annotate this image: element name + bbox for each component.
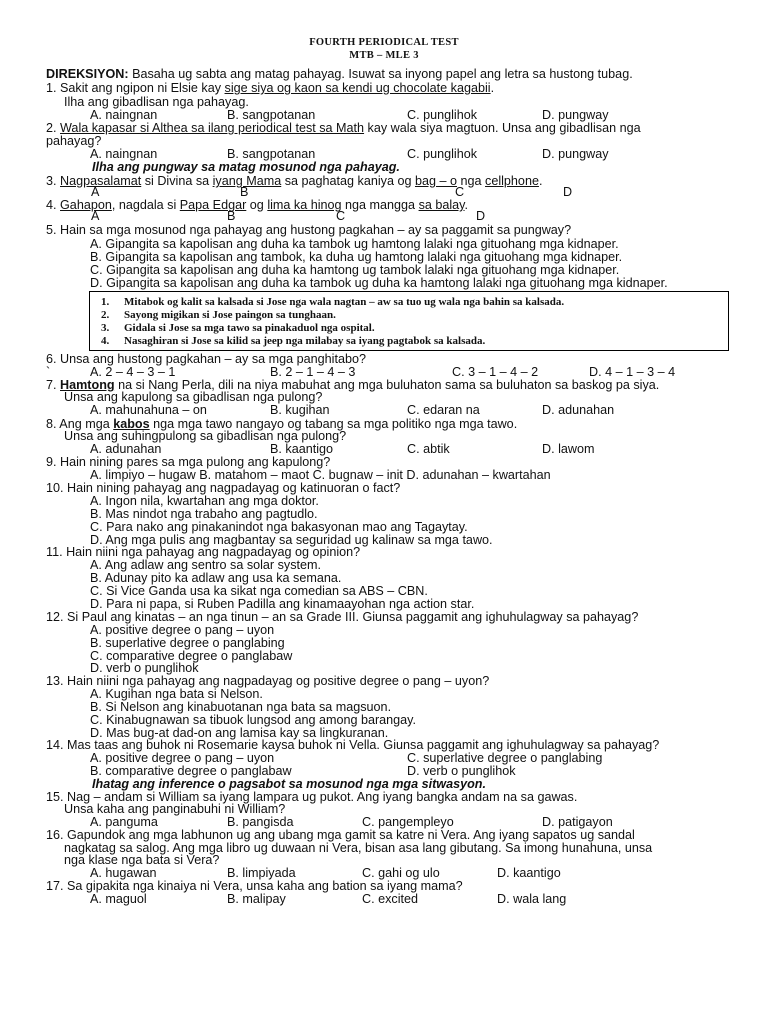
event-1: Mitabok og kalit sa kalsada si Jose nga wala nagtan – aw sa tuo ug wala nga bahin sa kalsada. (124, 296, 565, 308)
q8-target-word: kabos (113, 417, 150, 431)
q13-choice-c: C. Kinabugnawan sa tibuok lungsod ang among barangay. (90, 713, 417, 727)
q3-letter-c: C (455, 185, 465, 199)
q6-choice-b: B. 2 – 1 – 4 – 3 (270, 365, 356, 379)
directions-text: Basaha ug sabta ang matag pahayag. Isuwat sa inyong papel ang letra sa hustong tubag. (128, 67, 633, 81)
q13-choice-b: B. Si Nelson ang kinabuotanan nga bata sa magsuon. (90, 700, 392, 714)
q17-choice-d: D. wala lang (497, 892, 567, 906)
q6-stray-mark: ` (46, 365, 51, 379)
q14-choice-b: B. comparative degree o panglabaw (90, 764, 292, 778)
q9-choices: A. limpiyo – hugaw B. matahom – maot C. bugnaw – init D. adunahan – kwartahan (90, 468, 551, 482)
directions-label: DIREKSIYON: (46, 67, 129, 81)
question-2 (46, 122, 641, 135)
question-9: 9. Hain nining pares sa mga pulong ang kapulong? (46, 455, 331, 469)
q7-choice-b: B. kugihan (270, 403, 330, 417)
q8-choice-b: B. kaantigo (270, 442, 334, 456)
q15-prompt: Unsa kaha ang panginabuhi ni William? (64, 802, 286, 816)
q16-choice-a: A. hugawan (90, 866, 157, 880)
q2-choice-c: C. punglihok (407, 147, 478, 161)
q10-choice-d: D. Ang mga pulis ang magbantay sa seguridad ug kalinaw sa mga tawo. (90, 533, 493, 547)
q2-line2: pahayag? (46, 134, 102, 148)
q8-text: 8. Ang mga (46, 417, 114, 431)
q6-choice-c: C. 3 – 1 – 4 – 2 (452, 365, 539, 379)
section-heading-inference: Ihatag ang inference o pagsabot sa mosunod nga mga sitwasyon. (92, 777, 486, 791)
q15-choice-c: C. pangempleyo (362, 815, 454, 829)
q3-text-1: si Divina sa (141, 174, 213, 188)
question-14: 14. Mas taas ang buhok ni Rosemarie kaysa buhok ni Vella. Giunsa paggamit ang ighuhulagway sa pahayag? (46, 738, 660, 752)
event-4: Nasaghiran si Jose sa kilid sa jeep nga milabay sa iyang pagtabok sa kalsada. (124, 335, 486, 347)
q4-text-1: , nagdala si (111, 198, 180, 212)
question-15: 15. Nag – andam si William sa iyang lampara ug pukot. Ang iyang bangka andam na sa gawas. (46, 790, 578, 804)
event-3-number: 3. (101, 322, 110, 334)
test-subtitle: MTB – MLE 3 (349, 50, 419, 61)
question-11: 11. Hain niini nga pahayag ang nagpadayag og opinion? (46, 545, 361, 559)
q1-post: . (490, 81, 495, 95)
q3-letter-b: B (240, 185, 249, 199)
q8-choice-a: A. adunahan (90, 442, 162, 456)
q1-prompt: Ilha ang gibadlisan nga pahayag. (64, 95, 249, 109)
q16-line3: nga klase nga bata si Vera? (64, 853, 220, 867)
q3-option-b-text: iyang Mama (212, 174, 282, 188)
q2-choice-a: A. naingnan (90, 147, 158, 161)
q17-choice-c: C. excited (362, 892, 418, 906)
q1-underlined: sige siya og kaon sa kendi ug chocolate kagabii (224, 81, 491, 95)
q11-choice-c: C. Si Vice Ganda usa ka sikat nga comedian sa ABS – CBN. (90, 584, 428, 598)
question-10: 10. Hain nining pahayag ang nagpadayag og katinuoran o fact? (46, 481, 401, 495)
q15-choice-a: A. panguma (90, 815, 158, 829)
q8-choice-d: D. lawom (542, 442, 595, 456)
q3-num: 3. (46, 174, 61, 188)
q1-choice-d: D. pungway (542, 108, 609, 122)
q5-choice-b: B. Gipangita sa kapolisan ang tambok, ka duha ug hamtong lalaki nga gituohang mga kidnaper. (90, 250, 623, 264)
q7-choice-c: C. edaran na (407, 403, 480, 417)
q5-choice-d: D. Gipangita sa kapolisan ang duha ka tambok ug duha ka hamtong lalaki nga gituohang mga kidnaper. (90, 276, 668, 290)
q1-choice-a: A. naingnan (90, 108, 158, 122)
q4-option-c-text: lima ka hinog (267, 198, 342, 212)
q11-choice-d: D. Para ni papa, si Ruben Padilla ang kinamaayohan nga action star. (90, 597, 475, 611)
q4-text-3: nga mangga (341, 198, 419, 212)
q4-text-4: . (464, 198, 469, 212)
q14-choice-c: C. superlative degree o panglabing (407, 751, 603, 765)
q13-choice-a: A. Kugihan nga bata si Nelson. (90, 687, 263, 701)
q3-letter-d: D (563, 185, 573, 199)
q13-choice-d: D. Mas bug-at dad-on ang lamisa kay sa lingkuranan. (90, 726, 389, 740)
q4-letter-d: D (476, 209, 486, 223)
q7-target-word: Hamtong (60, 378, 115, 392)
event-2-number: 2. (101, 309, 110, 321)
q7-choice-d: D. adunahan (542, 403, 615, 417)
q15-choice-d: D. patigayon (542, 815, 613, 829)
q10-choice-b: B. Mas nindot nga trabaho ang pagtudlo. (90, 507, 318, 521)
q3-text-4: . (538, 174, 543, 188)
q15-choice-b: B. pangisda (227, 815, 294, 829)
directions (46, 68, 633, 81)
question-12: 12. Si Paul ang kinatas – an nga tinun – an sa Grade III. Giunsa paggamit ang ighuhulagway sa pahayag? (46, 610, 639, 624)
q2-underlined: Wala kapasar si Althea sa ilang periodical test sa Math (60, 121, 365, 135)
q12-choice-b: B. superlative degree o panglabing (90, 636, 285, 650)
q4-letter-b: B (227, 209, 236, 223)
q1-choice-c: C. punglihok (407, 108, 478, 122)
q7-text: na si Nang Perla, dili na niya mabuhat ang mga buluhaton sama sa buluhaton sa baskog pa siya. (114, 378, 660, 392)
event-1-number: 1. (101, 296, 110, 308)
q4-num: 4. (46, 198, 61, 212)
q3-option-d-text: cellphone (485, 174, 539, 188)
q12-choice-c: C. comparative degree o panglabaw (90, 649, 293, 663)
question-13: 13. Hain niini nga pahayag ang nagpadayag og positive degree o pang – uyon? (46, 674, 490, 688)
question-4 (46, 199, 468, 212)
q5-choice-a: A. Gipangita sa kapolisan ang duha ka tambok ug hamtong lalaki nga gituohang mga kidnaper. (90, 237, 619, 251)
q10-choice-a: A. Ingon nila, kwartahan ang mga doktor. (90, 494, 319, 508)
q2-num: 2. (46, 121, 61, 135)
q17-choice-a: A. maguol (90, 892, 147, 906)
question-16: 16. Gapundok ang mga labhunon ug ang ubang mga gamit sa katre ni Vera. Ang iyang sapatos ug sandal (46, 828, 635, 842)
q12-choice-a: A. positive degree o pang – uyon (90, 623, 275, 637)
event-4-number: 4. (101, 335, 110, 347)
q16-line2: nagkatag sa salog. Ang mga libro ug duwaan ni Vera, bisan asa lang gibutang. Sa imong hunahuna, unsa (64, 841, 653, 855)
event-2: Sayong migikan si Jose paingon sa tunghaan. (124, 309, 336, 321)
q16-choice-d: D. kaantigo (497, 866, 561, 880)
q4-option-b-text: Papa Edgar (179, 198, 247, 212)
event-3: Gidala si Jose sa mga tawo sa pinakaduol nga ospital. (124, 322, 375, 334)
q11-choice-a: A. Ang adlaw ang sentro sa solar system. (90, 558, 322, 572)
question-1 (46, 82, 494, 95)
q7-num: 7. (46, 378, 61, 392)
q11-choice-b: B. Adunay pito ka adlaw ang usa ka semana. (90, 571, 342, 585)
q6-choice-a: A. 2 – 4 – 3 – 1 (90, 365, 176, 379)
q2-choice-d: D. pungway (542, 147, 609, 161)
test-title: FOURTH PERIODICAL TEST (309, 37, 459, 48)
q3-letter-a: A (91, 185, 100, 199)
q14-choice-d: D. verb o punglihok (407, 764, 516, 778)
question-5: 5. Hain sa mga mosunod nga pahayag ang hustong pagkahan – ay sa paggamit sa pungway? (46, 223, 572, 237)
q14-choice-a: A. positive degree o pang – uyon (90, 751, 275, 765)
section-heading-pungway: Ilha ang pungway sa matag mosunod nga pahayag. (92, 160, 400, 174)
q4-letter-a: A (91, 209, 100, 223)
q16-choice-c: C. gahi og ulo (362, 866, 440, 880)
q8-prompt: Unsa ang suhingpulong sa gibadlisan nga pulong? (64, 429, 347, 443)
question-3 (46, 175, 542, 188)
q2-text: kay wala siya magtuon. Unsa ang gibadlisan nga (364, 121, 641, 135)
q6-choice-d: D. 4 – 1 – 3 – 4 (589, 365, 676, 379)
q1-choice-b: B. sangpotanan (227, 108, 316, 122)
q8-choice-c: C. abtik (407, 442, 450, 456)
q4-option-d-text: sa balay (418, 198, 465, 212)
q12-choice-d: D. verb o punglihok (90, 661, 199, 675)
q5-choice-c: C. Gipangita sa kapolisan ang duha ka hamtong ug tambok lalaki nga gituohang mga kidnaper. (90, 263, 620, 277)
q3-option-c-text: bag – o (414, 174, 458, 188)
q7-prompt: Unsa ang kapulong sa gibadlisan nga pulong? (64, 390, 323, 404)
q17-choice-b: B. malipay (227, 892, 286, 906)
question-6: 6. Unsa ang hustong pagkahan – ay sa mga panghitabo? (46, 352, 366, 366)
q4-text-2: og (246, 198, 268, 212)
q7-choice-a: A. mahunahuna – on (90, 403, 207, 417)
q8-post: nga mga tawo nangayo og tabang sa mga politiko nga mga tawo. (149, 417, 518, 431)
q4-option-a-text: Gahapon (60, 198, 112, 212)
q4-letter-c: C (336, 209, 346, 223)
question-17: 17. Sa gipakita nga kinaiya ni Vera, unsa kaha ang bation sa iyang mama? (46, 879, 463, 893)
q3-option-a-text: Nagpasalamat (60, 174, 142, 188)
q3-text-2: sa paghatag kaniya og (281, 174, 415, 188)
q3-text-3: nga (457, 174, 486, 188)
q1-text: 1. Sakit ang ngipon ni Elsie kay (46, 81, 225, 95)
q16-choice-b: B. limpiyada (227, 866, 296, 880)
q2-choice-b: B. sangpotanan (227, 147, 316, 161)
q10-choice-c: C. Para nako ang pinakanindot nga bakasyonan mao ang Tagaytay. (90, 520, 468, 534)
